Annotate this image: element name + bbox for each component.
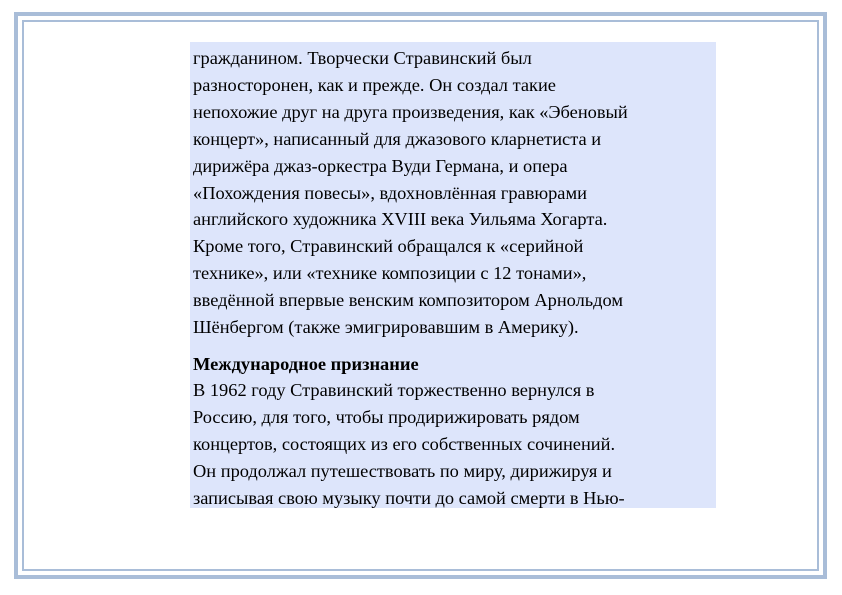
text-line: английского художника XVIII века Уильяма Хогарта. — [193, 209, 608, 230]
text-line: непохожие друг на друга произведения, как «Эбеновый — [193, 101, 628, 122]
text-line: концертов, состоящих из его собственных сочинений. — [193, 433, 616, 454]
body-paragraph-2 — [193, 377, 712, 508]
body-paragraph-1 — [193, 45, 712, 341]
text-line: записывая свою музыку почти до самой смерти в Нью- — [193, 487, 625, 508]
text-line: Россию, для того, чтобы продирижировать рядом — [193, 406, 580, 427]
text-line: Он продолжал путешествовать по миру, дирижируя и — [193, 460, 612, 481]
section-heading: Международное признание — [193, 353, 419, 374]
text-line: «Похождения повесы», вдохновлённая гравюрами — [193, 182, 587, 203]
text-line: гражданином. Творчески Стравинский был — [193, 48, 532, 68]
text-line: дирижёра джаз-оркестра Вуди Германа, и опера — [193, 155, 568, 176]
text-line: Шёнбергом (также эмигрировавшим в Америку). — [193, 317, 579, 338]
text-line: концерт», написанный для джазового кларнетиста и — [193, 128, 602, 149]
text-line: разносторонен, как и прежде. Он создал такие — [193, 74, 556, 95]
text-panel — [190, 42, 716, 508]
text-line: В 1962 году Стравинский торжественно вернулся в — [193, 379, 595, 400]
text-line: технике», или «технике композиции с 12 тонами», — [193, 263, 587, 284]
text-line: введённой впервые венским композитором Арнольдом — [193, 290, 624, 311]
text-line: Кроме того, Стравинский обращался к «серийной — [193, 236, 584, 257]
